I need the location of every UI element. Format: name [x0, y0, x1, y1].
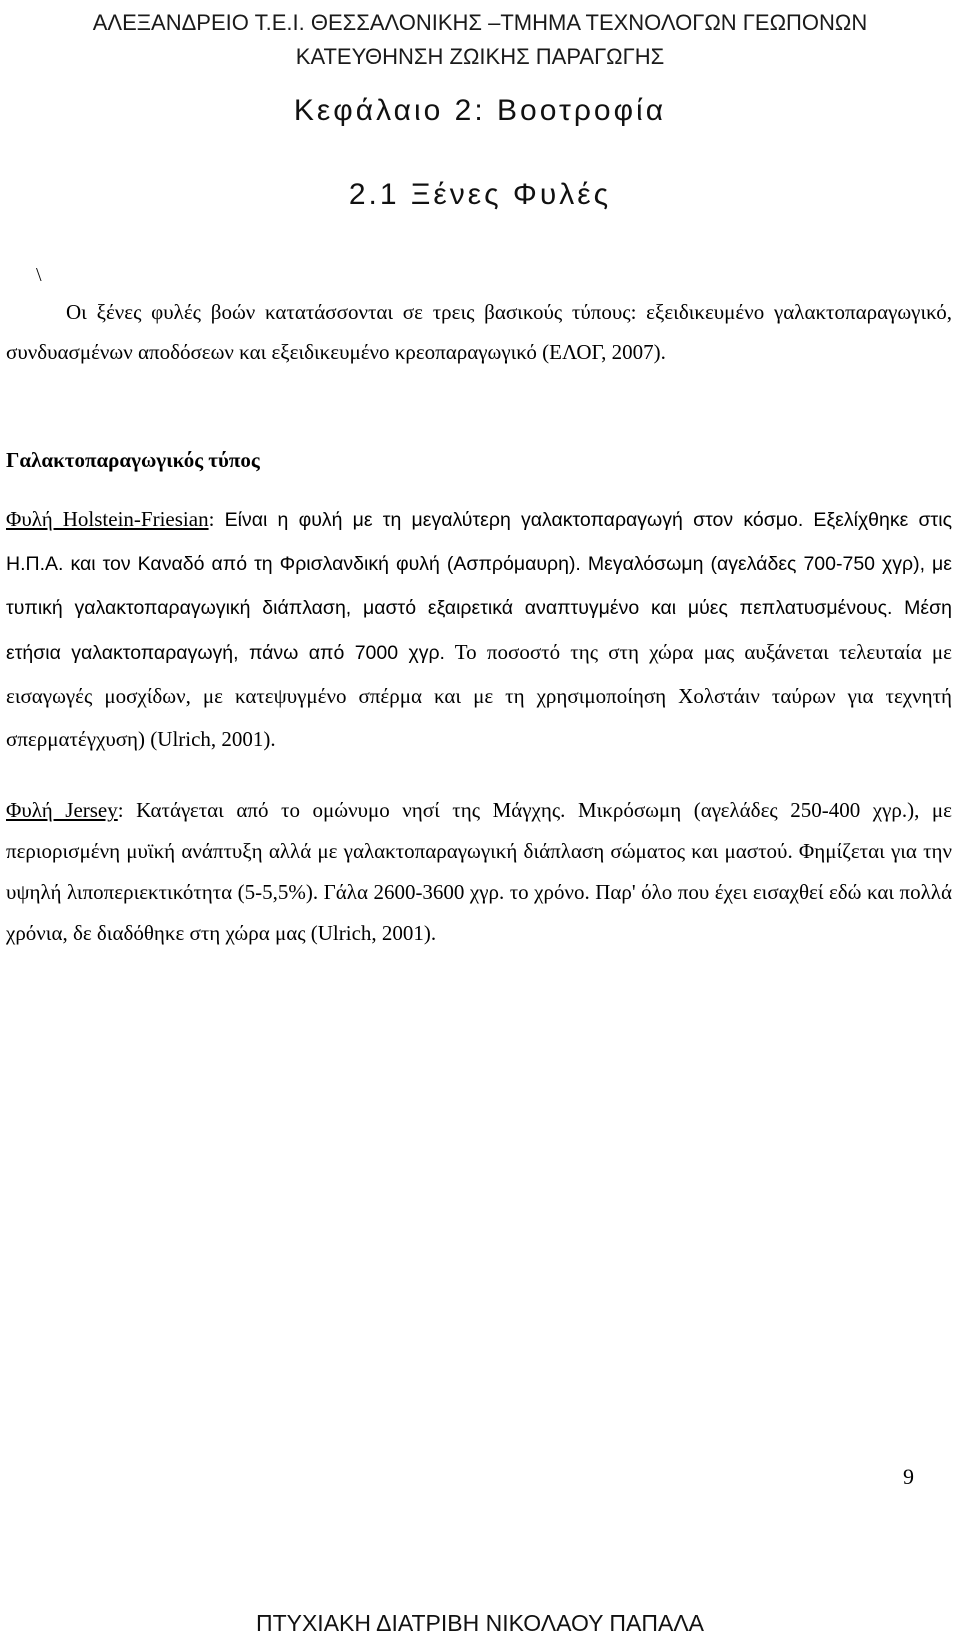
running-header — [0, 6, 960, 74]
chapter-title: Κεφάλαιο 2: Βοοτροφία — [293, 94, 667, 127]
jersey-breed-label: Φυλή Jersey — [6, 798, 118, 822]
holstein-breed-label: Φυλή Holstein-Friesian — [6, 507, 209, 531]
holstein-description: Είναι η φυλή με τη μεγαλύτερη γαλακτοπαραγωγή στον κόσμο. Εξελίχθηκε στις Η.Π.Α. και τον Καναδό από τη Φρισλανδική φυλή (Ασπρόμαυρη). Μεγαλόσωμη (αγελάδες 700-750 χγρ), με τυπική γαλακτοπαραγωγική διάπλαση, μαστό εξαιρετικά αναπτυγμένο και μύες πεπλατυσμένους. Μέση ετήσια γαλακτοπαραγωγή, πάνω από 7000 χγρ. — [6, 509, 952, 664]
page-number: 9 — [903, 1464, 914, 1489]
running-footer: ΠΤΥΧΙΑΚΗ ΔΙΑΤΡΙΒΗ ΝΙΚΟΛΑΟΥ ΠΑΠΑΛΑ — [255, 1610, 705, 1636]
holstein-colon: : — [208, 507, 215, 531]
section-title: 2.1 Ξένες Φυλές — [348, 178, 612, 211]
jersey-description: : Κατάγεται από το ομώνυμο νησί της Μάγχης. Μικρόσωμη (αγελάδες 250-400 χγρ.), με περιορισμένη μυϊκή ανάπτυξη αλλά με γαλακτοπαραγωγική διάπλαση σώματος και μαστού. Φημίζεται για την υψηλή λιποπεριεκτικότητα (5-5,5%). Γάλα 2600-3600 χγρ. το χρόνο. Παρ' όλο που έχει εισαχθεί εδώ και πολλά χρόνια, δε διαδόθηκε στη χώρα μας (Ulrich, 2001). — [6, 798, 952, 945]
holstein-paragraph — [6, 498, 952, 761]
header-line-institution: ΑΛΕΞΑΝΔΡΕΙΟ Τ.Ε.Ι. ΘΕΣΣΑΛΟΝΙΚΗΣ –ΤΜΗΜΑ ΤΕΧΝΟΛΟΓΩΝ ΓΕΩΠΟΝΩΝ — [92, 10, 868, 35]
jersey-paragraph — [6, 790, 952, 954]
holstein-description-continued: Το ποσοστό της στη χώρα μας αυξάνεται τελευταία με εισαγωγές μοσχίδων, με κατεψυγμένο σπέρμα και με τη χρησιμοποίηση Χολστάιν ταύρων για τεχνητή σπερματέγχυση) (Ulrich, 2001). — [6, 639, 952, 752]
subsection-heading: Γαλακτοπαραγωγικός τύπος — [6, 448, 260, 472]
header-line-direction: ΚΑΤΕΥΘΗΝΣΗ ΖΩΙΚΗΣ ΠΑΡΑΓΩΓΗΣ — [295, 44, 665, 69]
stray-mark: \ — [36, 264, 42, 286]
intro-paragraph: Οι ξένες φυλές βοών κατατάσσονται σε τρεις βασικούς τύπους: εξειδικευμένο γαλακτοπαραγωγικό, συνδυασμένων αποδόσεων και εξειδικευμένο κρεοπαραγωγικό (ΕΛΟΓ, 2007). — [6, 300, 952, 364]
